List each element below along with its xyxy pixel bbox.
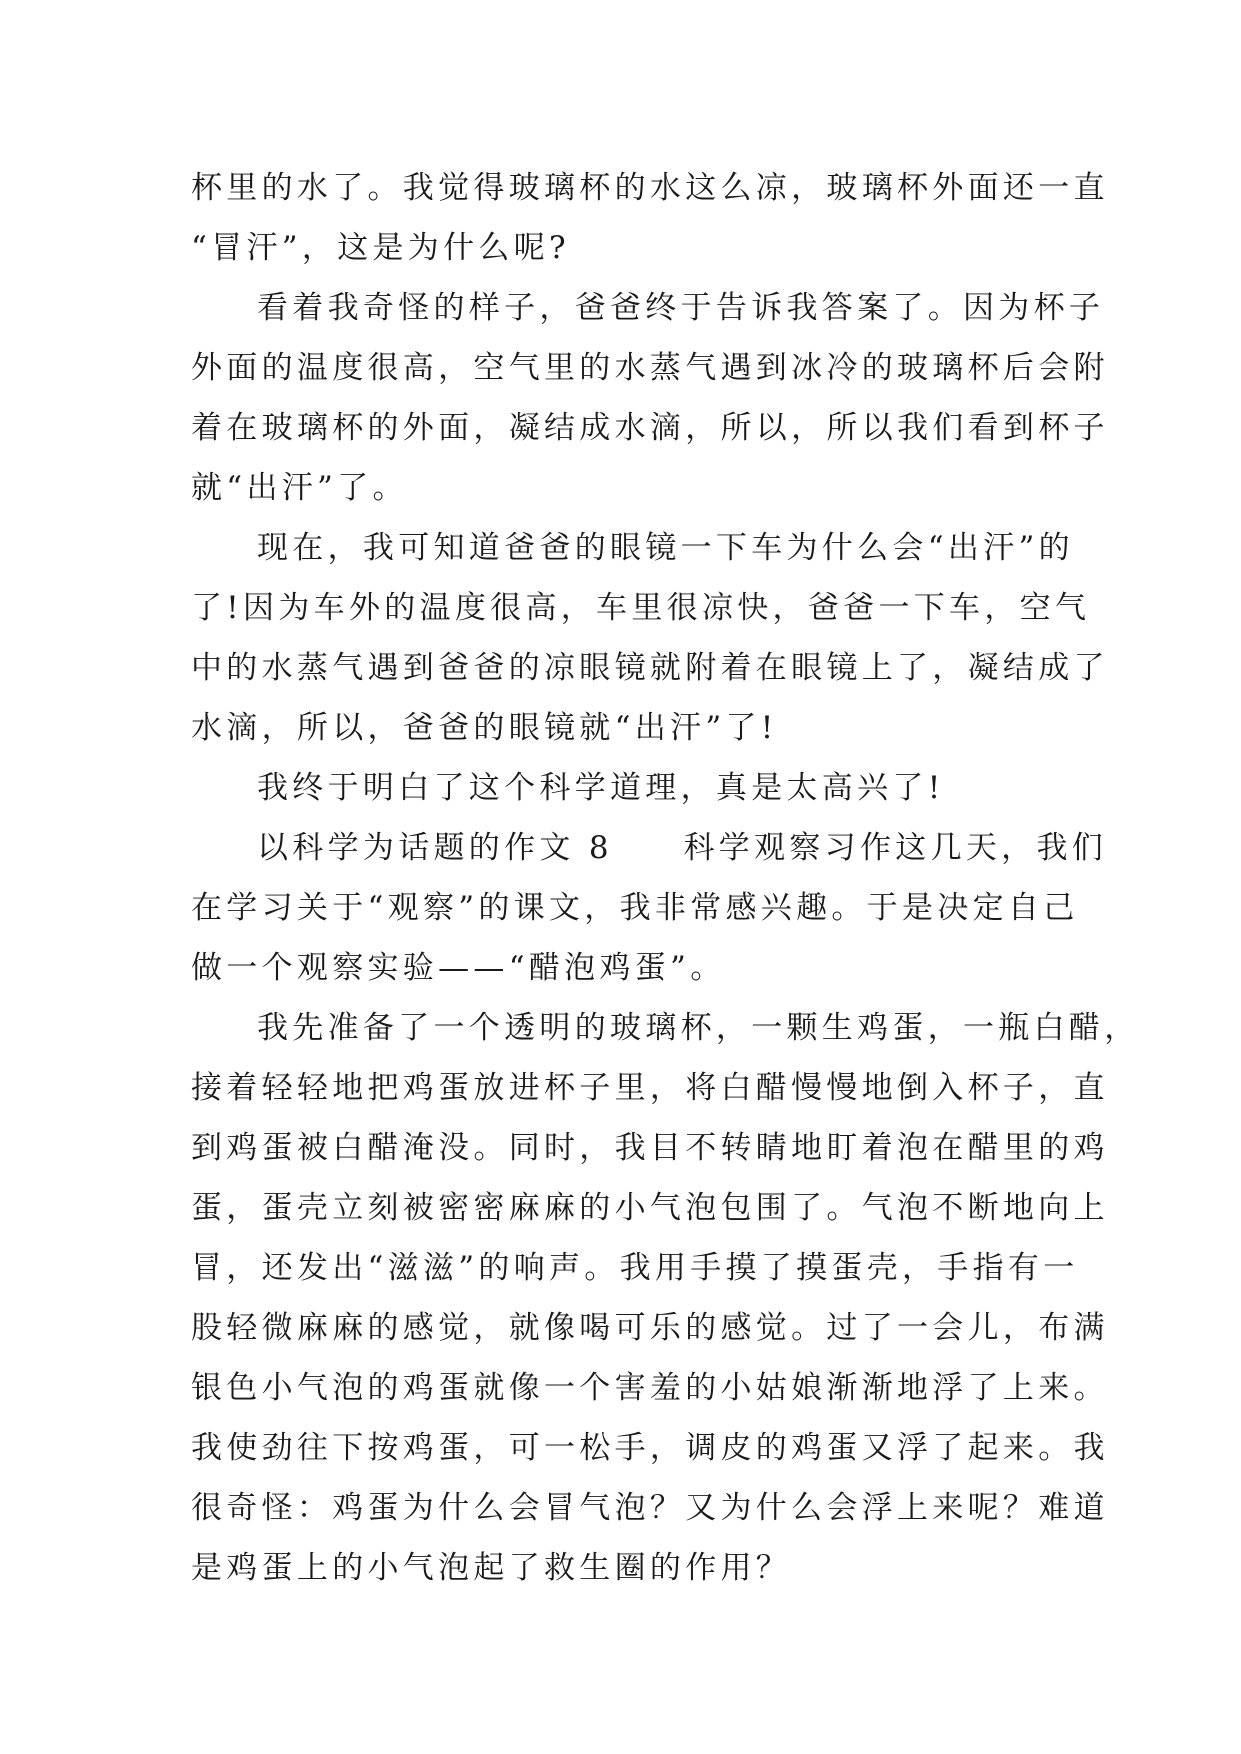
text-line: 冒，还发出“滋滋”的响声。我用手摸了摸蛋壳，手指有一 (191, 1250, 1079, 1286)
text-line: 着在玻璃杯的外面，凝结成水滴，所以，所以我们看到杯子 (191, 410, 1109, 446)
text-line: 到鸡蛋被白醋淹没。同时，我目不转睛地盯着泡在醋里的鸡 (191, 1130, 1109, 1166)
text-line: 杯里的水了。我觉得玻璃杯的水这么凉，玻璃杯外面还一直 (191, 170, 1109, 206)
paragraph-start-line: 现在，我可知道爸爸的眼镜一下车为什么会“出汗”的 (257, 530, 1074, 566)
document-body (191, 158, 1140, 1598)
text-line: 接着轻轻地把鸡蛋放进杯子里，将白醋慢慢地倒入杯子，直 (191, 1070, 1109, 1106)
text-line: 水滴，所以，爸爸的眼镜就“出汗”了! (191, 710, 778, 746)
text-line: 我使劲往下按鸡蛋，可一松手，调皮的鸡蛋又浮了起来。我 (191, 1430, 1109, 1466)
text-line: 很奇怪：鸡蛋为什么会冒气泡？又为什么会浮上来呢？难道 (191, 1490, 1109, 1526)
text-line: 银色小气泡的鸡蛋就像一个害羞的小姑娘渐渐地浮了上来。 (191, 1370, 1109, 1406)
text-line: 就“出汗”了。 (191, 470, 408, 506)
paragraph-start-line: 看着我奇怪的样子，爸爸终于告诉我答案了。因为杯子 (257, 290, 1105, 326)
text-line: 了!因为车外的温度很高，车里很凉快，爸爸一下车，空气 (191, 590, 1091, 626)
text-line: 股轻微麻麻的感觉，就像喝可乐的感觉。过了一会儿，布满 (191, 1310, 1109, 1346)
paragraph-start-line: 以科学为话题的作文 8 科学观察习作这几天，我们 (257, 830, 1108, 866)
text-line: 蛋，蛋壳立刻被密密麻麻的小气泡包围了。气泡不断地向上 (191, 1190, 1109, 1226)
text-line: 中的水蒸气遇到爸爸的凉眼镜就附着在眼镜上了，凝结成了 (191, 650, 1109, 686)
text-line: 在学习关于“观察”的课文，我非常感兴趣。于是决定自己 (191, 890, 1079, 926)
text-line: 是鸡蛋上的小气泡起了救生圈的作用？ (191, 1550, 792, 1586)
paragraph-start-line: 我终于明白了这个科学道理，真是太高兴了! (257, 770, 945, 806)
text-line: 做一个观察实验——“醋泡鸡蛋”。 (191, 950, 726, 986)
text-line: 外面的温度很高，空气里的水蒸气遇到冰冷的玻璃杯后会附 (191, 350, 1109, 386)
paragraph-start-line: 我先准备了一个透明的玻璃杯，一颗生鸡蛋，一瓶白醋， (257, 1010, 1140, 1046)
text-line: “冒汗”，这是为什么呢? (191, 230, 570, 266)
